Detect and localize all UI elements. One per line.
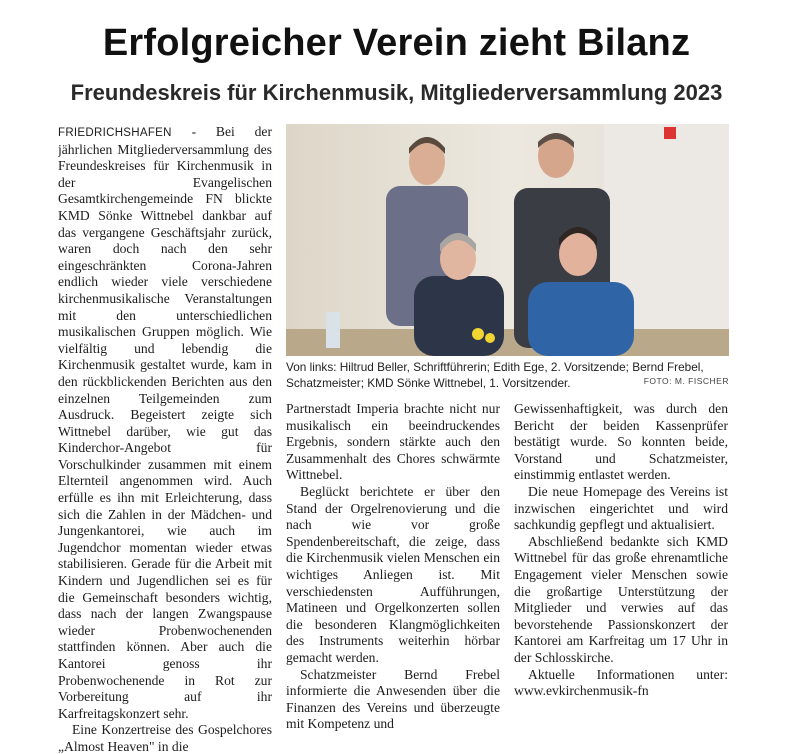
paragraph: Gewissenhaftigkeit, was durch den Bericht der beiden Kassenprüfer bestätigt wurde. So konnten beide, Vorstand und Schatzmeister, einstimmig entlastet werden.	[514, 401, 728, 483]
paragraph: Schatzmeister Bernd Frebel informierte die Anwesenden über die Finanzen des Vereins und überzeugte mit Kompetenz und	[286, 666, 500, 732]
paragraph: Eine Konzertreise des Gospelchores „Almost Heaven" in die	[58, 722, 272, 754]
article-column-2	[286, 401, 500, 754]
dateline: FRIEDRICHSHAFEN	[58, 127, 172, 139]
article-column-3	[514, 401, 728, 754]
paragraph: Partnerstadt Imperia brachte nicht nur musikalisch ein beeindruckendes Ergebnis, sondern stärkte auch den Zusammenhalt des Chores schwärmte Wittnebel.	[286, 401, 500, 483]
lead-paragraph	[58, 124, 272, 722]
paragraph: Die neue Homepage des Vereins ist inzwischen eingerichtet und wird sachkundig gepflegt und aktualisiert.	[514, 483, 728, 533]
photo-caption: Von links: Hiltrud Beller, Schriftführerin; Edith Ege, 2. Vorsitzende; Bernd Frebel, Schatzmeister; KMD Sönke Wittnebel, 1. Vorsitzender.	[286, 360, 704, 390]
paragraph: Abschließend bedankte sich KMD Wittnebel für das große ehrenamtliche Engagement vieler Menschen sowie die großartige Unterstützung der Mitglieder und verwies auf das bevorstehende Passionskonzert der Kantorei am Karfreitag um 17 Uhr in der Schlosskirche.	[514, 533, 728, 665]
lead-text: - Bei der jährlichen Mitgliederversammlung des Freundeskreises für Kirchenmusik in der Evangelischen Gesamtkirchengemeinde FN blickte KMD Sönke Wittnebel dankbar auf das vergangene Geschäftsjahr zurück, waren doch nach den sehr eingeschränkten Corona-Jahren endlich wieder viele verschiedene kirchenmusikalische Veranstaltungen mit den unterschiedlichen musikalischen Gruppen möglich. Wie vielfältig und lebendig die Kirchenmusik gestaltet wurde, kam in den rückblickenden Berichten aus den einzelnen Teilgemeinden zum Ausdruck. Begeistert zeigte sich Wittnebel darüber, wie gut das Kinderchor-Angebot für Vorschulkinder zusammen mit einem Elternteil angenommen wird. Auch erfülle es ihn mit Erleichterung, dass sich die Zahlen in der Mädchen- und Jungenkantorei, wie auch im Jugendchor momentan wieder etwas stabilisieren. Gerade für die Arbeit mit Kindern und Jugendlichen sei es für die Gemeinschaft besonders wichtig, dass nach der langen Zwangspause wieder Probenwochenenden stattfinden können. Aber auch die Kantorei genoss ihr Probenwochenende in Rot zur Vorbereitung auf ihr Karfreitagskonzert sehr.	[58, 124, 272, 721]
paragraph: Beglückt berichtete er über den Stand der Orgelrenovierung und die nach wie vor große Spendenbereitschaft, die zeige, dass die Kirchenmusik vielen Menschen ein wichtiges Anliegen ist. Mit verschiedensten Aufführungen, Matineen und Orgelkonzerten sollen die besonderen Klangmöglichkeiten des Instruments weiterhin hörbar gemacht werden.	[286, 483, 500, 665]
subheadline: Freundeskreis für Kirchenmusik, Mitgliederversammlung 2023	[70, 80, 723, 105]
article-photo	[286, 124, 729, 356]
group-photo-illustration	[286, 124, 729, 356]
photo-credit: FOTO: M. FISCHER	[643, 376, 729, 386]
headline: Erfolgreicher Verein zieht Bilanz	[102, 22, 691, 64]
article-column-1	[58, 124, 272, 754]
paragraph: Aktuelle Informationen unter: www.evkirchenmusik-fn	[514, 666, 728, 699]
